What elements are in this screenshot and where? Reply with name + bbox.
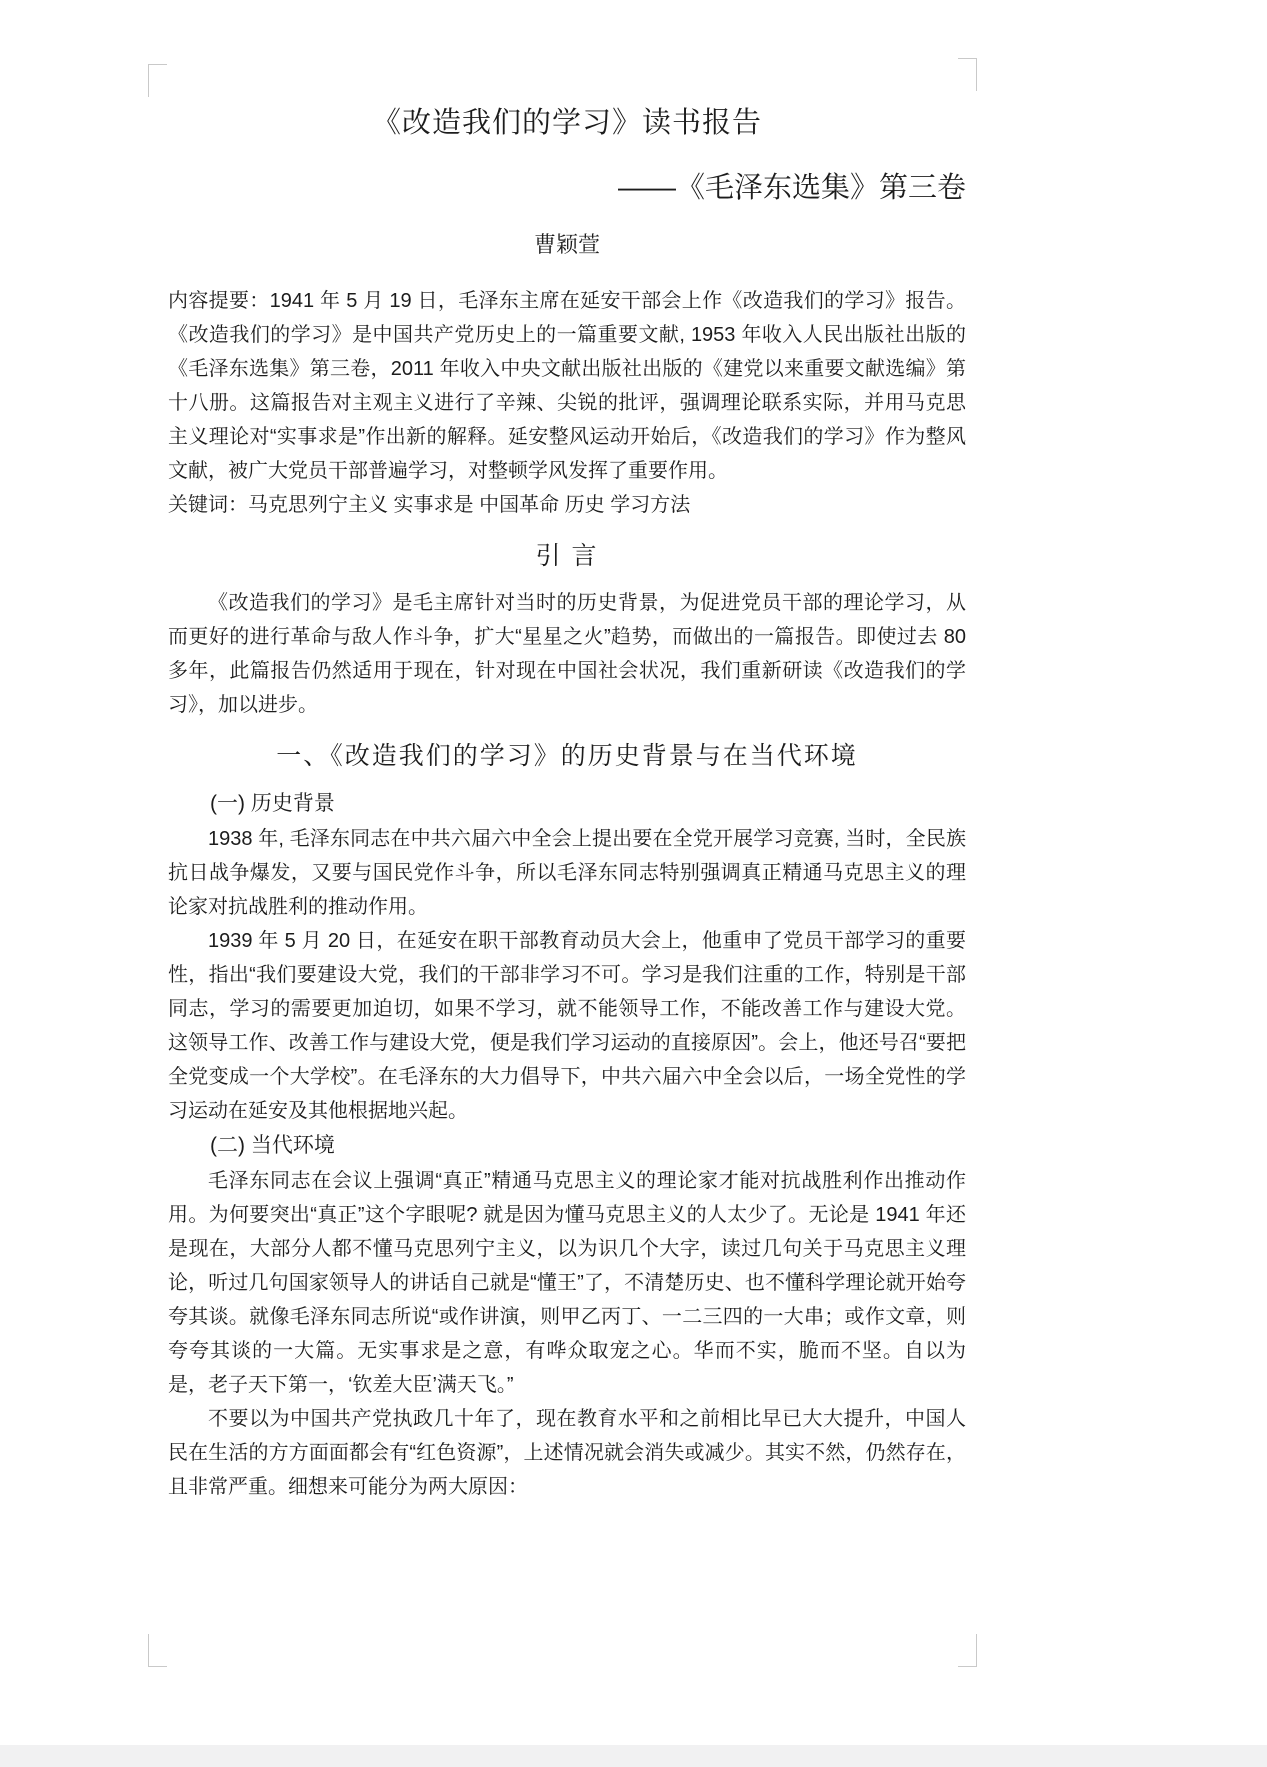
text-boundary-mark-top-right — [958, 58, 977, 91]
page-title: 《改造我们的学习》读书报告 — [371, 107, 762, 139]
abstract-label: 内容提要： — [168, 290, 270, 312]
text-boundary-mark-bottom-right — [958, 1634, 977, 1667]
page-gap — [0, 1745, 1267, 1767]
subsection-1-1-paragraph-1: 1938 年, 毛泽东同志在中共六届六中全会上提出要在全党开展学习竞赛, 当时，全民族抗日战争爆发，又要与国民党作斗争，所以毛泽东同志特别强调真正精通马克思主义的理论家对抗战胜利的推动作用。 — [168, 828, 966, 918]
subsection-1-2-paragraph-1: 毛泽东同志在会议上强调“真正”精通马克思主义的理论家才能对抗战胜利作出推动作用。为何要突出“真正”这个字眼呢? 就是因为懂马克思主义的人太少了。无论是 1941 年还是现在，大部分人都不懂马克思列宁主义，以为识几个大字，读过几句关于马克思主义理论，听过几句国家领导人的讲话自己就是“懂王”了，不清楚历史、也不懂科学理论就开始夸夸其谈。就像毛泽东同志所说“或作讲演，则甲乙丙丁、一二三四的一大串；或作文章，则夸夸其谈的一大篇。无实事求是之意，有哗众取宠之心。华而不实，脆而不坚。自以为是，老子天下第一，‘钦差大臣’满天飞。” — [168, 1170, 966, 1396]
subsection-1-1-paragraph-2: 1939 年 5 月 20 日，在延安在职干部教育动员大会上，他重申了党员干部学习的重要性，指出“我们要建设大党，我们的干部非学习不可。学习是我们注重的工作，特别是干部同志，学习的需要更加迫切，如果不学习，就不能领导工作，不能改善工作与建设大党。这领导工作、改善工作与建设大党，便是我们学习运动的直接原因”。会上，他还号召“要把全党变成一个大学校”。在毛泽东的大力倡导下，中共六届六中全会以后，一场全党性的学习运动在延安及其他根据地兴起。 — [168, 930, 966, 1122]
abstract-paragraph — [168, 284, 966, 488]
abstract-text: 1941 年 5 月 19 日，毛泽东主席在延安干部会上作《改造我们的学习》报告。《改造我们的学习》是中国共产党历史上的一篇重要文献, 1953 年收入人民出版社出版的《毛泽东选集》第三卷，2011 年收入中央文献出版社出版的《建党以来重要文献选编》第十八册。这篇报告对主观主义进行了辛辣、尖锐的批评，强调理论联系实际，并用马克思主义理论对“实事求是”作出新的解释。延安整风运动开始后，《改造我们的学习》作为整风文献，被广大党员干部普遍学习，对整顿学风发挥了重要作用。 — [168, 290, 966, 482]
keywords-text: 马克思列宁主义 实事求是 中国革命 历史 学习方法 — [248, 494, 691, 516]
heading-subsection-1-2: (二) 当代环境 — [210, 1134, 335, 1157]
text-boundary-mark-bottom-left — [148, 1634, 167, 1667]
keywords-line — [168, 488, 966, 522]
heading-introduction: 引 言 — [535, 542, 599, 570]
keywords-label: 关键词： — [168, 494, 248, 516]
subsection-1-2-paragraph-2: 不要以为中国共产党执政几十年了，现在教育水平和之前相比早已大大提升，中国人民在生活的方方面面都会有“红色资源”，上述情况就会消失或减少。其实不然，仍然存在，且非常严重。细想来可能分为两大原因： — [168, 1408, 966, 1498]
page-subtitle: ——《毛泽东选集》第三卷 — [617, 172, 966, 204]
document-content — [168, 98, 966, 1504]
text-boundary-mark-top-left — [148, 64, 167, 97]
author-name: 曹颖萱 — [533, 232, 600, 257]
introduction-paragraph: 《改造我们的学习》是毛主席针对当时的历史背景，为促进党员干部的理论学习，从而更好的进行革命与敌人作斗争，扩大“星星之火”趋势，而做出的一篇报告。即使过去 80 多年，此篇报告仍然适用于现在，针对现在中国社会状况，我们重新研读《改造我们的学习》，加以进步。 — [168, 592, 966, 716]
heading-section-1: 一、《改造我们的学习》的历史背景与在当代环境 — [276, 742, 858, 770]
heading-subsection-1-1: (一) 历史背景 — [210, 792, 335, 815]
